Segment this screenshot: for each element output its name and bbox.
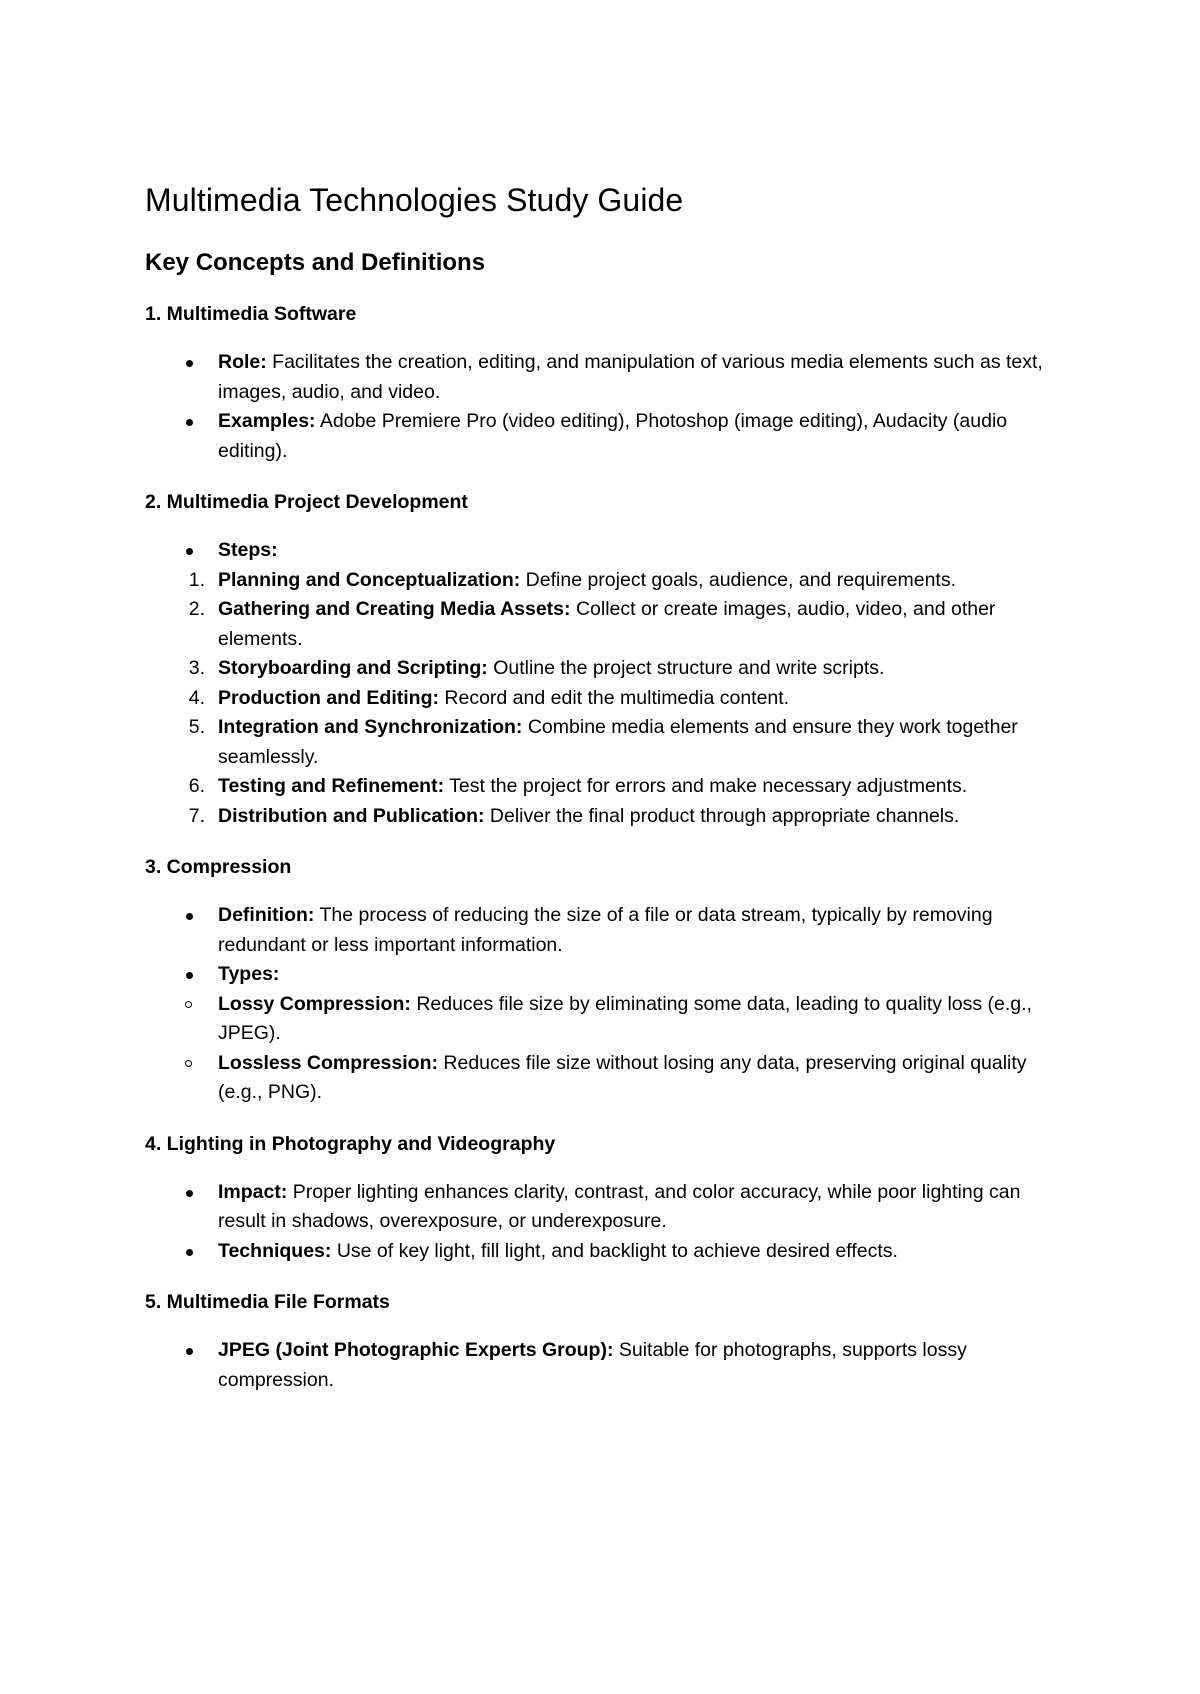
list-item <box>145 536 1065 831</box>
document-page <box>145 180 1065 1417</box>
step-item <box>188 566 1065 596</box>
item-text: Proper lighting enhances clarity, contrast, and color accuracy, while poor lighting can result in shadows, overexposure, or underexposure. <box>218 1180 1021 1232</box>
step-text: Test the project for errors and make necessary adjustments. <box>449 775 968 797</box>
step-number: 6. <box>188 775 205 797</box>
step-item <box>188 802 1065 832</box>
item-label: Definition: <box>218 904 315 926</box>
list-item <box>145 407 1065 466</box>
bullet-icon <box>186 548 193 555</box>
step-label: Distribution and Publication: <box>218 804 485 827</box>
item-text: Suitable for photographs, supports lossy compression. <box>218 1339 967 1391</box>
step-text: Combine media elements and ensure they work together seamlessly. <box>218 716 1018 768</box>
step-label: Storyboarding and Scripting: <box>218 657 488 679</box>
step-label: Production and Editing: <box>218 686 439 709</box>
section-heading: 4. Lighting in Photography and Videography <box>145 1132 556 1155</box>
item-text: Facilitates the creation, editing, and manipulation of various media elements such as text, images, audio, and video. <box>218 351 1043 403</box>
document-title: Multimedia Technologies Study Guide <box>145 182 684 218</box>
bullet-list <box>145 1178 1065 1267</box>
sub-item-label: Lossless Compression: <box>218 1051 438 1074</box>
step-item <box>188 772 1065 802</box>
step-text: Define project goals, audience, and requirements. <box>525 568 957 591</box>
list-item <box>145 348 1065 407</box>
step-label: Gathering and Creating Media Assets: <box>218 598 571 620</box>
step-label: Testing and Refinement: <box>218 775 445 797</box>
step-text: Record and edit the multimedia content. <box>444 686 790 709</box>
item-label: JPEG (Joint Photographic Experts Group): <box>218 1339 614 1361</box>
sub-list <box>218 990 1065 1108</box>
list-item <box>145 901 1065 960</box>
sub-item-text: Reduces file size by eliminating some data, leading to quality loss (e.g., JPEG). <box>218 992 1032 1044</box>
hollow-bullet-icon <box>185 1001 192 1008</box>
list-item <box>145 960 1065 1108</box>
step-number: 4. <box>188 686 205 709</box>
item-text: Use of key light, fill light, and backlight to achieve desired effects. <box>336 1239 898 1262</box>
bullet-icon <box>186 972 193 979</box>
section-lighting <box>145 1130 1065 1267</box>
item-text: The process of reducing the size of a file or data stream, typically by removing redundant or less important information. <box>218 904 993 956</box>
step-text: Deliver the final product through appropriate channels. <box>489 804 960 827</box>
list-item <box>145 1336 1065 1395</box>
section-project-development <box>145 488 1065 831</box>
bullet-list <box>145 536 1065 831</box>
bullet-list <box>145 348 1065 466</box>
step-text: Outline the project structure and write scripts. <box>493 657 885 679</box>
bullet-icon <box>186 913 193 920</box>
bullet-icon <box>186 1190 193 1197</box>
step-item <box>188 595 1065 654</box>
item-label: Impact: <box>218 1180 288 1203</box>
step-text: Collect or create images, audio, video, and other elements. <box>218 598 996 650</box>
section-heading: 1. Multimedia Software <box>145 303 357 325</box>
section-heading: 3. Compression <box>145 856 292 878</box>
item-text: Adobe Premiere Pro (video editing), Photoshop (image editing), Audacity (audio editing). <box>218 410 1008 462</box>
step-number: 2. <box>188 598 205 620</box>
sub-list-item <box>218 1049 1065 1108</box>
bullet-icon <box>186 419 193 426</box>
sub-item-text: Reduces file size without losing any data, preserving original quality (e.g., PNG). <box>218 1051 1027 1103</box>
document-subtitle: Key Concepts and Definitions <box>145 249 486 276</box>
item-label: Examples: <box>218 410 316 432</box>
section-heading: 5. Multimedia File Formats <box>145 1291 390 1313</box>
step-number: 5. <box>188 716 205 738</box>
section-multimedia-software <box>145 300 1065 466</box>
step-number: 7. <box>188 804 205 827</box>
item-label: Steps: <box>218 539 278 561</box>
item-label: Techniques: <box>218 1239 332 1262</box>
sub-list-item <box>218 990 1065 1049</box>
section-heading: 2. Multimedia Project Development <box>145 491 468 513</box>
step-number: 1. <box>188 568 205 591</box>
bullet-icon <box>186 1348 193 1355</box>
item-label: Role: <box>218 351 267 373</box>
step-label: Integration and Synchronization: <box>218 716 523 738</box>
step-item <box>188 684 1065 714</box>
step-number: 3. <box>188 657 205 679</box>
hollow-bullet-icon <box>185 1060 192 1067</box>
step-label: Planning and Conceptualization: <box>218 568 521 591</box>
steps-list <box>188 566 1065 832</box>
section-compression <box>145 853 1065 1108</box>
list-item <box>145 1237 1065 1267</box>
bullet-icon <box>186 1249 193 1256</box>
list-item <box>145 1178 1065 1237</box>
item-label: Types: <box>218 963 280 985</box>
step-item <box>188 713 1065 772</box>
bullet-icon <box>186 360 193 367</box>
section-file-formats <box>145 1288 1065 1395</box>
bullet-list <box>145 901 1065 1108</box>
bullet-list <box>145 1336 1065 1395</box>
step-item <box>188 654 1065 684</box>
sub-item-label: Lossy Compression: <box>218 992 411 1015</box>
